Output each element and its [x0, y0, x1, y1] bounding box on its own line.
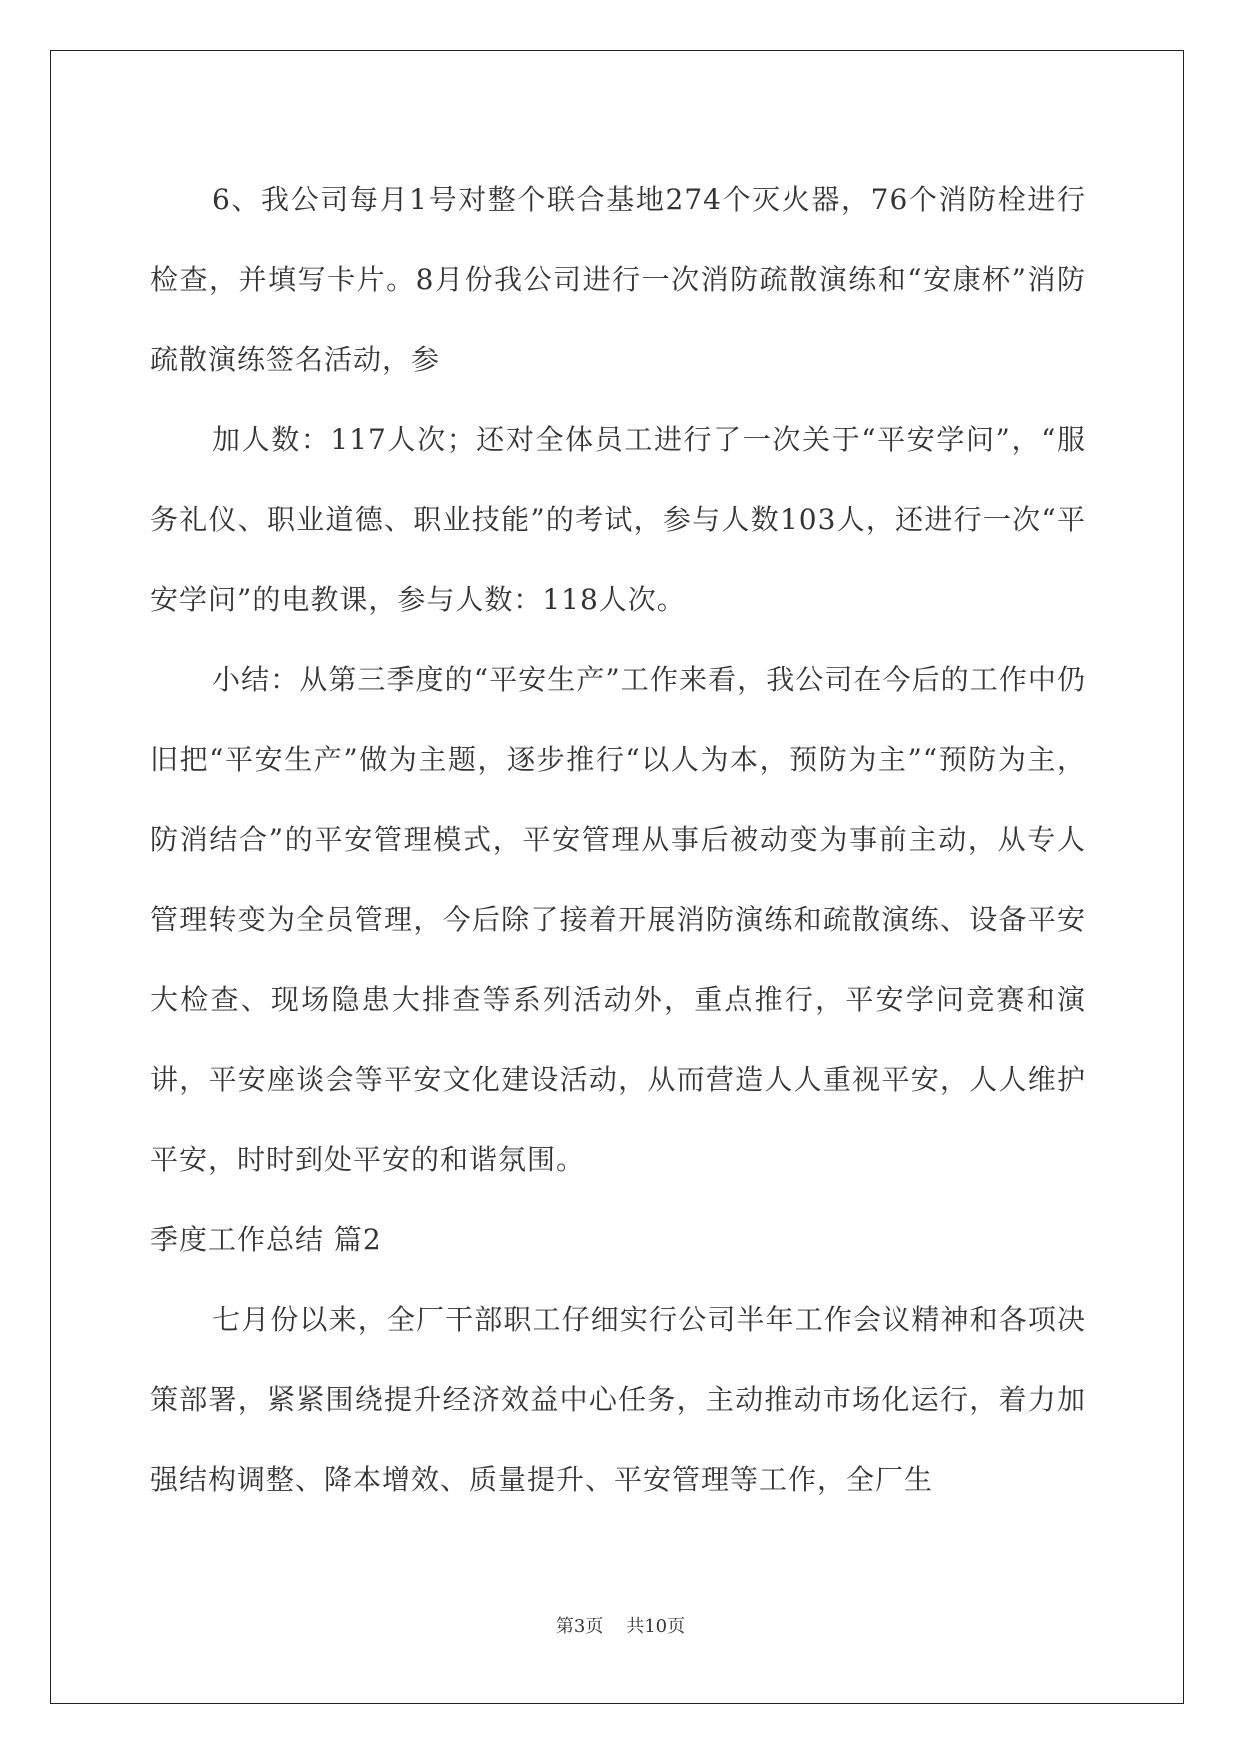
paragraph-participation: 加人数：117人次；还对全体员工进行了一次关于“平安学问”，“服务礼仪、职业道德、职业技能”的考试，参与人数103人，还进行一次“平安学问”的电教课，参与人数：118人次。: [150, 423, 1086, 616]
paragraph-fire-inspection: 6、我公司每月1号对整个联合基地274个灭火器，76个消防栓进行检查，并填写卡片。8月份我公司进行一次消防疏散演练和“安康杯”消防疏散演练签名活动，参: [150, 183, 1086, 376]
page-footer: [0, 1612, 1241, 1638]
paragraph-summary: 小结：从第三季度的“平安生产”工作来看，我公司在今后的工作中仍旧把“平安生产”做为主题，逐步推行“以人为本，预防为主”“预防为主，防消结合”的平安管理模式，平安管理从事后被动变为事前主动，从专人管理转变为全员管理，今后除了接着开展消防演练和疏散演练、设备平安大检查、现场隐患大排查等系列活动外，重点推行，平安学问竞赛和演讲，平安座谈会等平安文化建设活动，从而营造人人重视平安，人人维护平安，时时到处平安的和谐氛围。: [150, 663, 1086, 1176]
document-body: [150, 160, 1086, 1520]
section-heading: 季度工作总结 篇2: [150, 1223, 382, 1256]
page-number: 第3页: [555, 1616, 604, 1637]
page-total: 共10页: [626, 1616, 686, 1637]
paragraph-section-intro: 七月份以来，全厂干部职工仔细实行公司半年工作会议精神和各项决策部署，紧紧围绕提升经济效益中心任务，主动推动市场化运行，着力加强结构调整、降本增效、质量提升、平安管理等工作，全厂生: [150, 1303, 1086, 1496]
